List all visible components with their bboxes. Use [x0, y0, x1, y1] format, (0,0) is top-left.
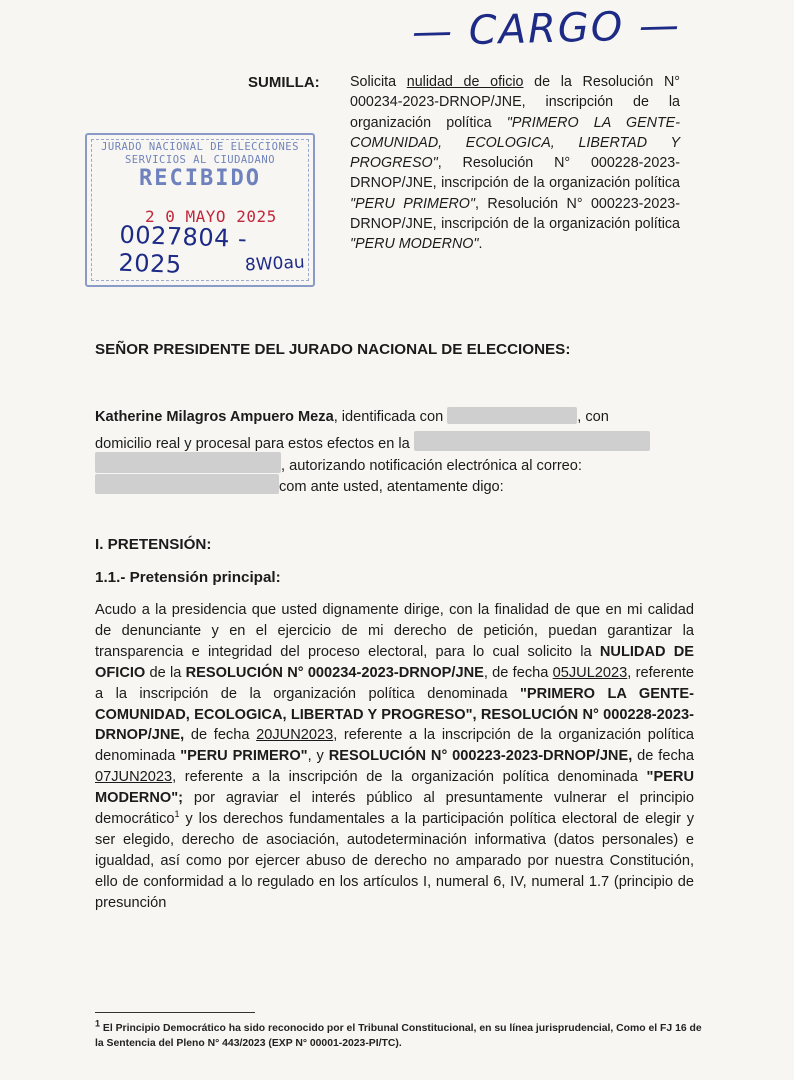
stamp-handwritten-code: 8W0au: [244, 252, 306, 276]
intro-line-3: , autorizando notificación electrónica al correo:: [95, 452, 582, 474]
subsection-title-principal: 1.1.- Pretensión principal:: [95, 569, 281, 586]
redacted-id: [447, 407, 577, 424]
footnote: $^1$ El Principio Democrático ha sido reconocido por el Tribunal Constitucional, en su línea jurisprudencial, Como el FJ 16 de la Sentencia del Pleno N° 443/2023 (EXP N° 00001-2023-PI/TC).: [95, 1018, 702, 1049]
redacted-email: [95, 474, 279, 494]
sumilla-label: SUMILLA:: [248, 74, 320, 91]
redacted-address-cont: [95, 452, 281, 473]
handwritten-cargo-note: — CARGO —: [411, 2, 682, 56]
body-paragraph: Acudo a la presidencia que usted dignamente dirige, con la finalidad de que en mi calidad de denunciante y en el ejercicio de mi derecho de petición, puedan garantizar la transparencia e integridad del proceso electoral, para lo cual solicito la NULIDAD DE OFICIO de la RESOLUCIÓN N° 000234-2023-DRNOP/JNE, de fecha 05JUL2023, referente a la inscripción de la organización política denominada "PRIMERO LA GENTE-COMUNIDAD, ECOLOGICA, LIBERTAD Y PROGRESO", RESOLUCIÓN N° 000228-2023-DRNOP/JNE, de fecha 20JUN2023, referente a la inscripción de la organización política denominada "PERU PRIMERO", y RESOLUCIÓN N° 000223-2023-DRNOP/JNE, de fecha 07JUN2023, referente a la inscripción de la organización política denominada "PERU MODERNO"; por agraviar el interés público al presuntamente vulnerar el principio democrático$^1$ y los derechos fundamentales a la participación política electoral de elegir y ser elegido, derecho de asociación, autodeterminación informativa (datos personales) e igualdad, así como por ejercer abuso de derecho no amparado por nuestra Constitución, ello de conformidad a lo regulado en los artículos I, numeral 6, IV, numeral 1.7 (principio de presunción: [95, 602, 695, 911]
petitioner-name: Katherine Milagros Ampuero Meza: [95, 409, 334, 425]
section-title-pretension: I. PRETENSIÓN:: [95, 536, 212, 553]
reception-stamp: [85, 133, 315, 287]
addressee-heading: SEÑOR PRESIDENTE DEL JURADO NACIONAL DE ELECCIONES:: [95, 341, 571, 358]
footnote-reference: 1: [174, 809, 180, 820]
redacted-address: [414, 431, 650, 451]
stamp-institution: JURADO NACIONAL DE ELECCIONES: [101, 141, 299, 153]
stamp-filing-number: 0027804 - 2025: [118, 220, 248, 279]
intro-line-2: domicilio real y procesal para estos efectos en la: [95, 431, 650, 452]
intro-line-4: com ante usted, atentamente digo:: [95, 474, 504, 495]
intro-line-1: Katherine Milagros Ampuero Meza, identificada con , con: [95, 409, 609, 425]
sumilla-text: Solicita nulidad de oficio de la Resolución N° 000234-2023-DRNOP/JNE, inscripción de la organización política "PRIMERO LA GENTE-COMUNIDAD, ECOLOGICA, LIBERTAD Y PROGRESO", Resolución N° 000228-2023-DRNOP/JNE, inscripción de la organización política "PERU PRIMERO", Resolución N° 000223-2023-DRNOP/JNE, inscripción de la organización política "PERU MODERNO".: [350, 74, 680, 253]
stamp-date: 2 0 MAYO 2025: [145, 207, 277, 226]
stamp-office: SERVICIOS AL CIUDADANO: [124, 154, 276, 166]
stamp-status: RECIBIDO: [139, 166, 261, 191]
footnote-separator: [95, 1012, 255, 1013]
